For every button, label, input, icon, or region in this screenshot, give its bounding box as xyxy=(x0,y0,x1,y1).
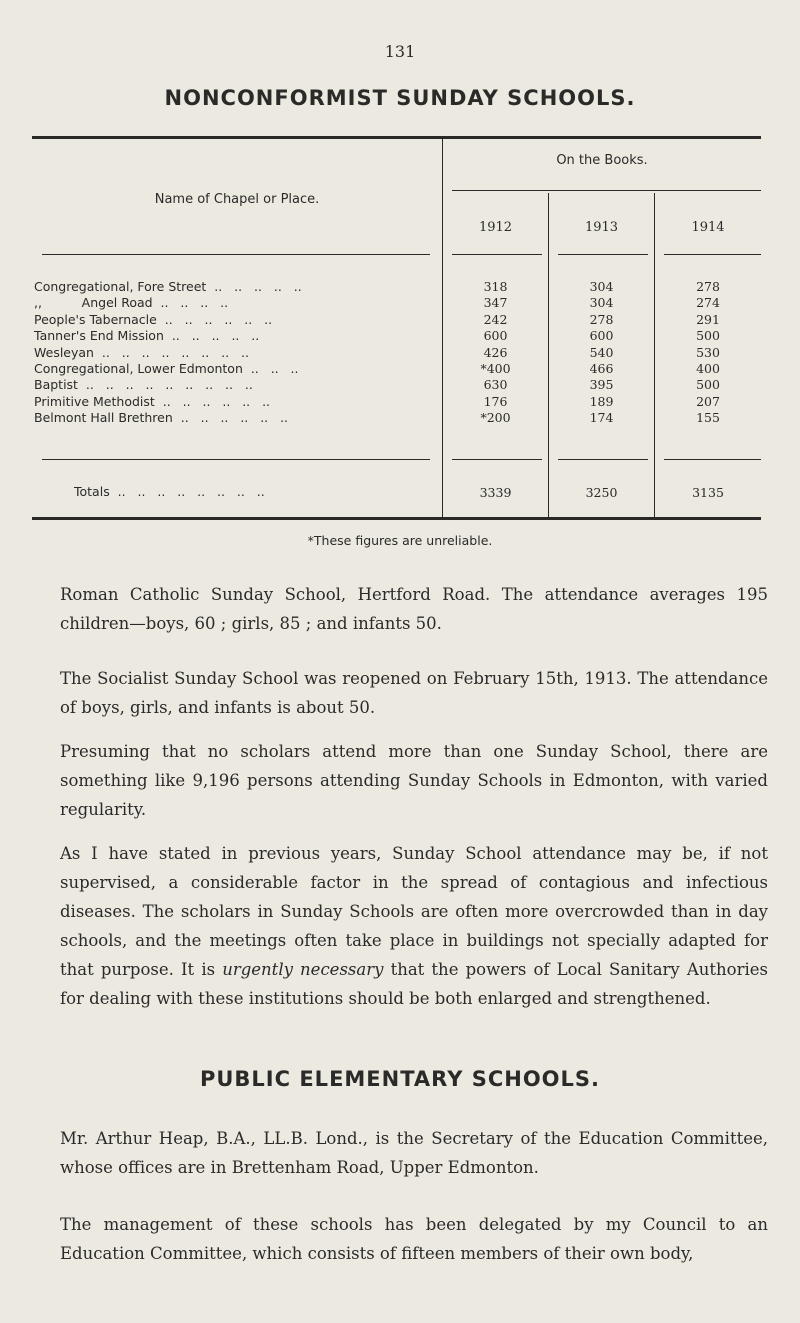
row-name-text: People's Tabernacle xyxy=(34,311,157,327)
row-leader-dots: .. .. .. .. .. .. xyxy=(154,393,271,409)
total-1913: 3250 xyxy=(585,485,618,500)
row-name-text: Congregational, Lower Edmonton xyxy=(34,361,243,376)
table-cell-1914: 291 xyxy=(696,311,720,327)
row-name-text: ,, Angel Road xyxy=(34,295,153,311)
table-row-name xyxy=(34,361,299,376)
table-cell-1912: 630 xyxy=(483,377,508,393)
table-cell-1912: *400 xyxy=(480,361,511,376)
total-1914: 3135 xyxy=(692,485,724,500)
totals-label xyxy=(74,484,265,499)
table-cell-1913: 466 xyxy=(589,361,614,376)
table-cell-1913: 395 xyxy=(589,377,614,393)
paragraph-attendance-estimate: Presuming that no scholars attend more than one Sunday School, there are something like 9,196 persons attending Sunday Schools in Edmonton, with varied regularity. xyxy=(60,742,768,819)
page-title: NONCONFORMIST SUNDAY SCHOOLS. xyxy=(164,86,636,110)
table-cell-1914: 530 xyxy=(696,344,720,360)
table-cell-1914: 207 xyxy=(696,393,720,409)
section-title: PUBLIC ELEMENTARY SCHOOLS. xyxy=(199,1067,601,1091)
year-header-1913: 1913 xyxy=(584,220,619,235)
row-leader-dots: .. .. .. .. xyxy=(152,295,229,311)
table-cell-1912: 426 xyxy=(483,344,508,360)
table-cell-1913: 304 xyxy=(589,279,614,294)
row-name-text: Primitive Methodist xyxy=(34,393,155,409)
table-cell-1912: *200 xyxy=(480,410,511,426)
table-cell-1914: 155 xyxy=(696,410,720,426)
table-row-name xyxy=(34,312,272,327)
table-bottom-rule xyxy=(32,517,761,520)
table-row-name xyxy=(34,394,270,409)
row-name-text: Congregational, Fore Street xyxy=(34,279,207,294)
year-header-1914: 1914 xyxy=(691,220,725,235)
on-the-books-header: On the Books. xyxy=(556,153,648,168)
row-name-text: Wesleyan xyxy=(34,344,94,360)
table-row-name xyxy=(34,345,249,360)
totals-rule-1912 xyxy=(452,459,542,460)
table-cell-1914: 274 xyxy=(696,295,720,311)
table-row-name xyxy=(34,377,253,392)
table-top-rule xyxy=(32,136,761,139)
row-name-text: Belmont Hall Brethren xyxy=(34,410,173,426)
table-cell-1912: 242 xyxy=(483,311,508,327)
table-cell-1913: 304 xyxy=(589,295,614,311)
row-leader-dots: .. .. .. .. .. xyxy=(163,328,260,344)
table-cell-1914: 278 xyxy=(696,279,720,294)
table-cell-1913: 174 xyxy=(589,410,614,426)
table-cell-1913: 600 xyxy=(589,328,614,344)
paragraph-contagion-part2: that the powers of Local Sanitary Authories for dealing with these institutions should be both enlarged and strengthened. xyxy=(60,960,769,1008)
table-cell-1912: 176 xyxy=(483,393,508,409)
table-cell-1913: 278 xyxy=(589,311,614,327)
totals-label-text: Totals xyxy=(74,484,110,499)
row-name-text: Baptist xyxy=(34,377,78,393)
sunday-schools-table xyxy=(32,136,761,522)
row-name-text: Tanner's End Mission xyxy=(34,328,164,344)
header-rule-1914 xyxy=(664,254,761,255)
paragraph-management: The management of these schools has been delegated by my Council to an Education Committee, which consists of fifteen members of their own body, xyxy=(60,1215,768,1263)
table-cell-1914: 500 xyxy=(696,377,720,393)
row-leader-dots: .. .. .. .. .. .. .. .. .. xyxy=(77,377,253,393)
header-rule xyxy=(42,254,430,255)
paragraph-contagion-part1: As I have stated in previous years, Sunday School attendance may be, if not supervised, a considerable factor in the spread of contagious and infectious diseases. The scholars in Sunday Schools are often more overcrowded than in day schools, and the meetings often take place in buildings not specially adapted for that purpose. It is xyxy=(60,844,768,979)
row-leader-dots: .. .. .. .. .. .. .. .. xyxy=(93,344,249,360)
table-cell-1914: 500 xyxy=(696,328,720,344)
row-leader-dots: .. .. .. .. .. xyxy=(206,279,302,294)
header-rule-1913 xyxy=(558,254,648,255)
totals-rule xyxy=(42,459,430,460)
table-row-name xyxy=(34,295,228,310)
row-leader-dots: .. .. .. xyxy=(242,361,299,376)
emphasis-urgently-necessary: urgently necessary xyxy=(222,960,384,979)
table-cell-1913: 540 xyxy=(589,344,614,360)
total-1912: 3339 xyxy=(479,485,512,500)
table-row-name xyxy=(34,328,259,343)
totals-leader-dots: .. .. .. .. .. .. .. .. xyxy=(109,484,265,499)
paragraph-secretary: Mr. Arthur Heap, B.A., LL.B. Lond., is the Secretary of the Education Committee, whose offices are in Brettenham Road, Upper Edmonton. xyxy=(60,1129,768,1177)
totals-rule-1914 xyxy=(664,459,761,460)
table-cell-1913: 189 xyxy=(589,393,614,409)
paragraph-contagion xyxy=(60,839,768,1013)
table-cell-1912: 600 xyxy=(483,328,508,344)
table-row-name xyxy=(34,410,288,425)
totals-rule-1913 xyxy=(558,459,648,460)
paragraph-roman-catholic: Roman Catholic Sunday School, Hertford Road. The attendance averages 195 children—boys, 60 ; girls, 85 ; and infants 50. xyxy=(60,585,768,633)
table-cell-1914: 400 xyxy=(696,361,720,376)
page-number: 131 xyxy=(384,42,416,61)
paragraph-socialist: The Socialist Sunday School was reopened on February 15th, 1913. The attendance of boys, girls, and infants is about 50. xyxy=(60,669,768,717)
group-header-rule xyxy=(452,190,761,191)
table-footnote: *These figures are unreliable. xyxy=(307,533,493,548)
table-row-name xyxy=(34,279,302,294)
table-cell-1912: 347 xyxy=(483,295,508,311)
table-cell-1912: 318 xyxy=(483,279,508,294)
year-header-1912: 1912 xyxy=(478,220,513,235)
row-leader-dots: .. .. .. .. .. .. xyxy=(172,410,289,426)
name-column-header: Name of Chapel or Place. xyxy=(154,192,320,207)
row-leader-dots: .. .. .. .. .. .. xyxy=(156,311,273,327)
header-rule-1912 xyxy=(452,254,542,255)
